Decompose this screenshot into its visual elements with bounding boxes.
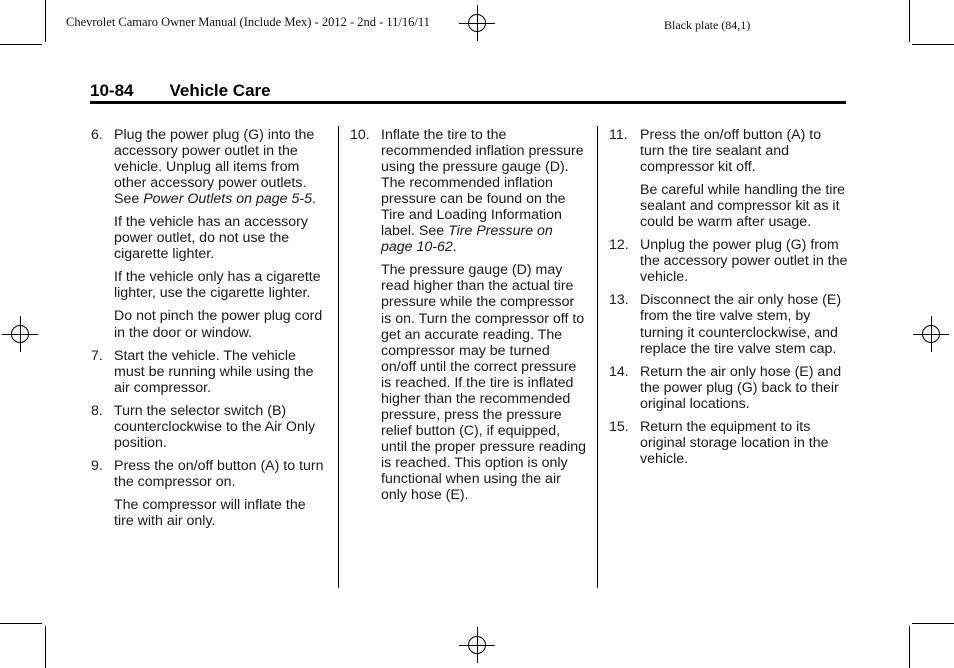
step-number: 12. (609, 237, 629, 254)
step-text: Turn the selector switch (B) counterclockwise to the Air Only position. (114, 402, 316, 451)
step-14 (609, 364, 849, 412)
step-10 (350, 127, 588, 503)
step-note: The compressor will inflate the tire with air only. (114, 496, 306, 529)
registration-mark-bottom (459, 627, 495, 663)
step-12 (609, 237, 849, 285)
column-1 (91, 127, 329, 536)
step-text: Press the on/off button (A) to turn the compressor on. (114, 457, 324, 490)
step-text: Unplug the power plug (G) from the accessory power outlet in the vehicle. (640, 237, 848, 286)
crop-mark-bottom-right-horizontal (912, 623, 954, 624)
column-3 (609, 127, 849, 474)
column-2 (350, 127, 588, 510)
registration-mark-left (2, 316, 38, 352)
step-text: Press the on/off button (A) to turn the tire sealant and compressor kit off. (640, 127, 822, 176)
step-number: 13. (609, 292, 629, 309)
step-8 (91, 403, 329, 451)
step-note: Be careful while handling the tire sealant and compressor kit as it could be warm after usage. (640, 182, 846, 231)
step-7 (91, 348, 329, 396)
step-13 (609, 292, 849, 356)
step-number: 10. (350, 127, 370, 143)
cross-reference-link[interactable]: Power Outlets on page 5-5 (143, 191, 312, 208)
crop-mark-bottom-left-horizontal (0, 623, 42, 624)
step-text: Return the equipment to its original storage location in the vehicle. (640, 418, 829, 467)
header-rule (90, 101, 846, 104)
step-6 (91, 127, 329, 341)
cross-reference-link[interactable]: Tire Pressure on page 10-62 (381, 223, 553, 256)
step-number: 6. (91, 127, 103, 143)
step-text: Return the air only hose (E) and the power plug (G) back to their original locations. (640, 363, 842, 412)
step-11 (609, 127, 849, 230)
step-text: Inflate the tire to the recommended inflation pressure using the pressure gauge (D). The recommended inflation pressure can be found on the Tire and Loading Information label. See Tire Pressure on page 10-62. (381, 127, 584, 256)
step-text: Start the vehicle. The vehicle must be running while using the air compressor. (114, 347, 314, 396)
column-divider-1 (338, 126, 339, 588)
step-number: 15. (609, 418, 629, 435)
column-divider-2 (597, 126, 598, 588)
slug-plate-info: Black plate (84,1) (664, 18, 751, 32)
crop-mark-bottom-right-vertical (909, 626, 910, 668)
section-title: Vehicle Care (169, 81, 271, 100)
step-note: Do not pinch the power plug cord in the door or window. (114, 308, 323, 341)
crop-mark-top-right-horizontal (912, 44, 954, 45)
step-text: Disconnect the air only hose (E) from the tire valve stem, by turning it counterclockwise, and replace the tire valve stem cap. (640, 292, 842, 357)
registration-mark-right (913, 316, 949, 352)
registration-mark-top (459, 5, 495, 41)
page-header (90, 81, 271, 101)
step-text: Plug the power plug (G) into the accessory power outlet in the vehicle. Unplug all items from other accessory power outlets. See Power Outlets on page 5-5. (114, 127, 316, 208)
step-note: The pressure gauge (D) may read higher than the actual tire pressure while the compressor is on. Turn the compressor off to get an accurate reading. The compressor may be turned on/off until the correct pressure is reached. If the tire is inflated higher than the recommended pressure, press the pressure relief button (C), if equipped, until the proper pressure reading is reached. This option is only functional when using the air only hose (E). (381, 262, 587, 504)
step-number: 9. (91, 457, 103, 474)
crop-mark-top-left-vertical (45, 0, 46, 42)
crop-mark-bottom-left-vertical (45, 626, 46, 668)
step-15 (609, 419, 849, 467)
step-number: 14. (609, 363, 629, 380)
step-number: 11. (609, 127, 628, 143)
crop-mark-top-right-vertical (909, 0, 910, 42)
step-number: 8. (91, 402, 103, 419)
slug-manual-info: Chevrolet Camaro Owner Manual (Include Mex) - 2012 - 2nd - 11/16/11 (66, 15, 430, 29)
step-note: If the vehicle has an accessory power outlet, do not use the cigarette lighter. (114, 214, 308, 263)
step-note: If the vehicle only has a cigarette lighter, use the cigarette lighter. (114, 269, 321, 302)
crop-mark-top-left-horizontal (0, 44, 42, 45)
page-number: 10-84 (90, 81, 134, 100)
step-number: 7. (91, 347, 103, 364)
step-9 (91, 458, 329, 529)
